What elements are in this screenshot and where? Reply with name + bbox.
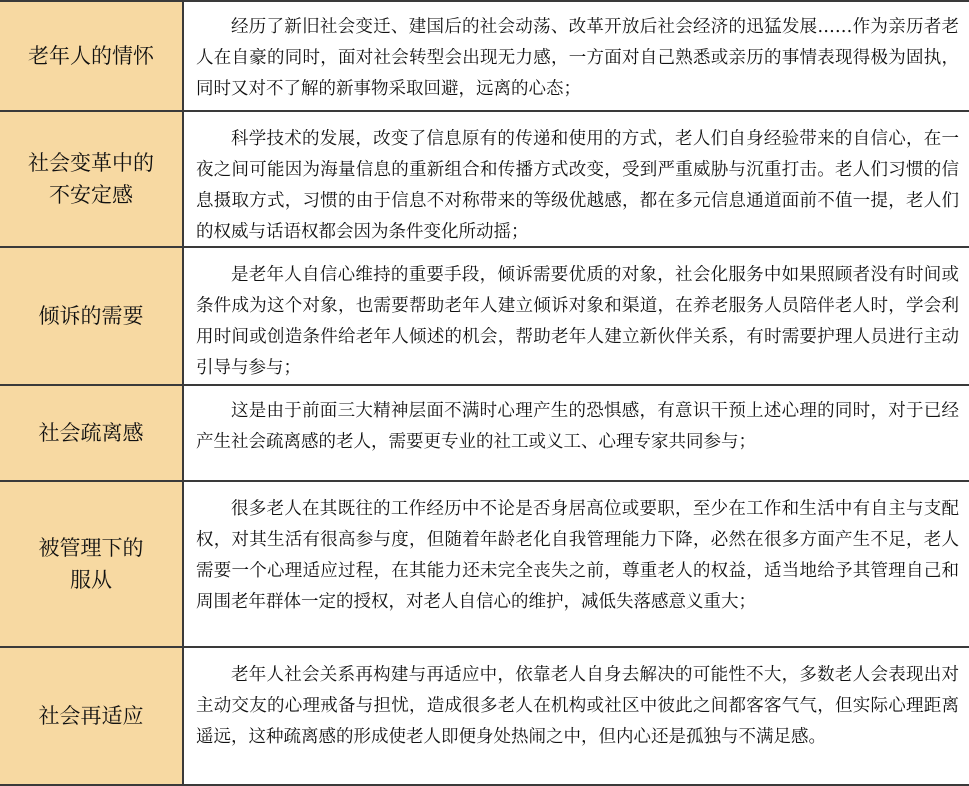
row-label: 社会疏离感 [0, 386, 184, 480]
row-label [0, 482, 184, 646]
table-row [0, 112, 969, 248]
row-description: 科学技术的发展，改变了信息原有的传递和使用的方式，老人们自身经验带来的自信心，在一夜之间可能因为海量信息的重新组合和传播方式改变，受到严重威胁与沉重打击。老人们习惯的信息摄取方式，习惯的由于信息不对称带来的等级优越感，都在多元信息通道面前不值一提，老人们的权威与话语权都会因为条件变化所动摇； [196, 129, 959, 242]
table-row [0, 648, 969, 784]
table-row [0, 2, 969, 112]
row-label: 倾诉的需要 [0, 248, 184, 384]
table-row [0, 482, 969, 648]
row-label: 社会再适应 [0, 648, 184, 784]
row-label-text: 被管理下的服从 [38, 536, 144, 592]
table-row [0, 248, 969, 386]
row-description: 这是由于前面三大精神层面不满时心理产生的恐惧感，有意识干预上述心理的同时，对于已经产生社会疏离感的老人，需要更专业的社工或义工、心理专家共同参与； [196, 401, 959, 452]
row-label-text: 社会变革中的不安定感 [28, 151, 154, 207]
row-description: 老年人社会关系再构建与再适应中，依靠老人自身去解决的可能性不大，多数老人会表现出对主动交友的心理戒备与担忧，造成很多老人在机构或社区中彼此之间都客客气气，但实际心理距离遥远，这种疏离感的形成使老人即便身处热闹之中，但内心还是孤独与不满足感。 [196, 665, 959, 747]
row-description: 是老年人自信心维持的重要手段，倾诉需要优质的对象，社会化服务中如果照顾者没有时间或条件成为这个对象，也需要帮助老年人建立倾诉对象和渠道，在养老服务人员陪伴老人时，学会利用时间或创造条件给老年人倾述的机会，帮助老年人建立新伙伴关系，有时需要护理人员进行主动引导与参与； [196, 265, 959, 378]
table-row [0, 386, 969, 482]
row-description: 很多老人在其既往的工作经历中不论是否身居高位或要职，至少在工作和生活中有自主与支配权，对其生活有很高参与度，但随着年龄老化自我管理能力下降，必然在很多方面产生不足，老人需要一个心理适应过程，在其能力还未完全丧失之前，尊重老人的权益，适当地给予其管理自己和周围老年群体一定的授权，对老人自信心的维护，减低失落感意义重大； [196, 499, 959, 612]
row-description: 经历了新旧社会变迁、建国后的社会动荡、改革开放后社会经济的迅猛发展……作为亲历者老人在自豪的同时，面对社会转型会出现无力感，一方面对自己熟悉或亲历的事情表现得极为固执，同时又对不了解的新事物采取回避，远离的心态； [196, 17, 959, 99]
row-label: 老年人的情怀 [0, 2, 184, 110]
row-label [0, 112, 184, 246]
